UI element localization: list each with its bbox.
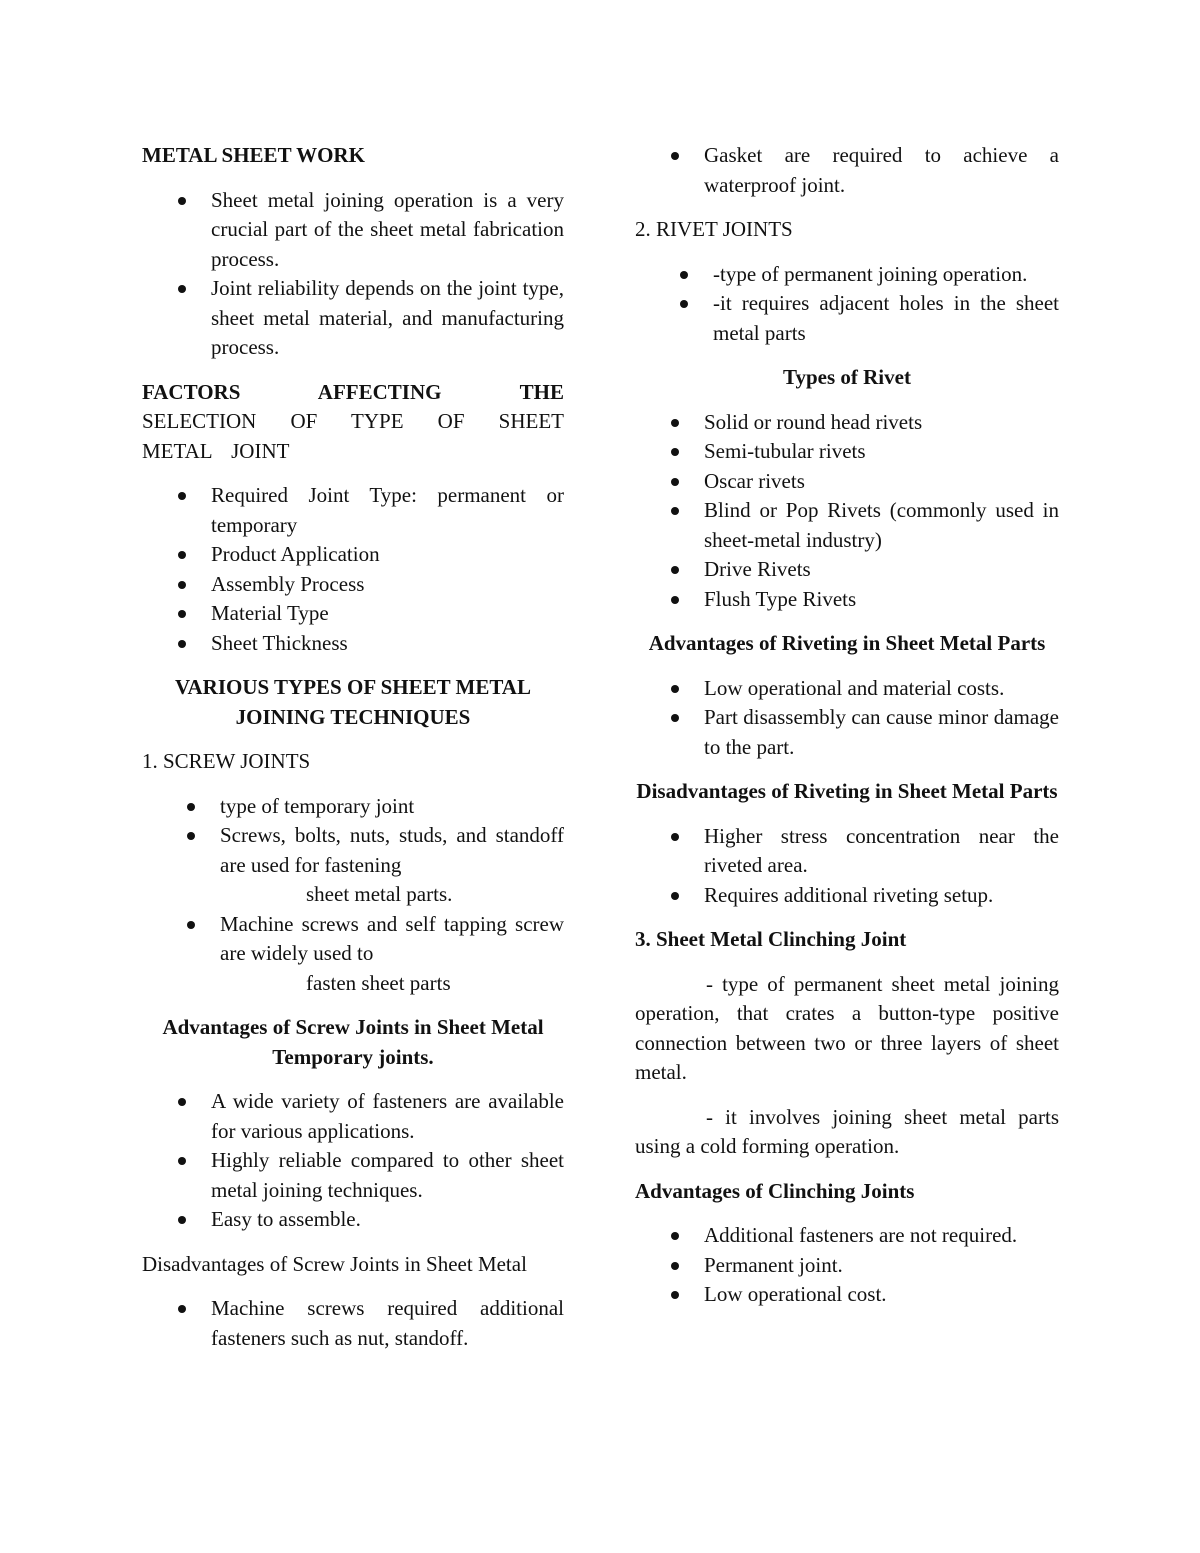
list-item: Highly reliable compared to other sheet metal joining techniques. xyxy=(142,1146,564,1205)
list-item: Flush Type Rivets xyxy=(635,585,1059,615)
list-item: Oscar rivets xyxy=(635,467,1059,497)
list-item: Drive Rivets xyxy=(635,555,1059,585)
rivet-advantages-list xyxy=(635,674,1059,763)
list-item: Sheet Thickness xyxy=(142,629,564,659)
factors-heading-rest: SELECTION OF TYPE OF SHEET METAL JOINT xyxy=(142,409,564,463)
rivet-disadvantages-list xyxy=(635,822,1059,911)
factors-heading-line1: FACTORS AFFECTING THE xyxy=(142,379,564,404)
factors-list xyxy=(142,481,564,658)
list-item: Product Application xyxy=(142,540,564,570)
list-item-text: Screws, bolts, nuts, studs, and standoff are used for fastening xyxy=(220,823,564,877)
list-item: Gasket are required to achieve a waterproof joint. xyxy=(635,141,1059,200)
list-item: Low operational and material costs. xyxy=(635,674,1059,704)
screw-heading: 1. SCREW JOINTS xyxy=(142,749,311,773)
rivet-heading: 2. RIVET JOINTS xyxy=(635,217,793,241)
list-item: Requires additional riveting setup. xyxy=(635,881,1059,911)
list-item: Material Type xyxy=(142,599,564,629)
list-item: -type of permanent joining operation. xyxy=(635,260,1059,290)
intro-list xyxy=(142,186,564,363)
list-item: Additional fasteners are not required. xyxy=(635,1221,1059,1251)
clinching-paragraph-2: - it involves joining sheet metal parts using a cold forming operation. xyxy=(635,1104,1059,1158)
list-item xyxy=(142,821,564,910)
clinching-heading: 3. Sheet Metal Clinching Joint xyxy=(635,927,907,951)
rivet-list xyxy=(635,260,1059,349)
list-item: -it requires adjacent holes in the sheet metal parts xyxy=(635,289,1059,348)
gasket-list xyxy=(635,141,1059,200)
list-item: Solid or round head rivets xyxy=(635,408,1059,438)
list-item: Assembly Process xyxy=(142,570,564,600)
list-item: Required Joint Type: permanent or temporary xyxy=(142,481,564,540)
screw-advantages-list xyxy=(142,1087,564,1235)
rivet-advantages-heading: Advantages of Riveting in Sheet Metal Parts xyxy=(648,631,1046,655)
clinching-advantages-list xyxy=(635,1221,1059,1310)
list-item-text: Machine screws and self tapping screw are widely used to xyxy=(220,911,564,965)
left-column xyxy=(142,141,564,1353)
list-item: Blind or Pop Rivets (commonly used in sheet-metal industry) xyxy=(635,496,1059,555)
rivet-types-list xyxy=(635,408,1059,615)
rivet-disadvantages-heading: Disadvantages of Riveting in Sheet Metal Parts xyxy=(636,779,1058,803)
list-item: A wide variety of fasteners are available for various applications. xyxy=(142,1087,564,1146)
list-item: Higher stress concentration near the riveted area. xyxy=(635,822,1059,881)
right-column xyxy=(635,141,1059,1310)
list-item-text-continued: fasten sheet parts xyxy=(306,970,451,995)
list-item-text-continued: sheet metal parts. xyxy=(306,882,453,906)
list-item: Easy to assemble. xyxy=(142,1205,564,1235)
list-item xyxy=(142,910,564,999)
screw-list xyxy=(142,792,564,999)
list-item: Joint reliability depends on the joint type, sheet metal material, and manufacturing process. xyxy=(142,274,564,363)
list-item: Semi-tubular rivets xyxy=(635,437,1059,467)
screw-advantages-heading: Advantages of Screw Joints in Sheet Metal Temporary joints. xyxy=(162,1015,544,1069)
list-item: Machine screws required additional fasteners such as nut, standoff. xyxy=(142,1294,564,1353)
screw-disadvantages-heading: Disadvantages of Screw Joints in Sheet Metal xyxy=(142,1251,527,1276)
clinching-paragraph-1: - type of permanent sheet metal joining operation, that crates a button-type positive connection between two or three layers of sheet metal. xyxy=(635,971,1059,1084)
screw-disadvantages-list xyxy=(142,1294,564,1353)
list-item: Permanent joint. xyxy=(635,1251,1059,1281)
list-item: Low operational cost. xyxy=(635,1280,1059,1310)
rivet-types-heading: Types of Rivet xyxy=(783,365,911,389)
various-heading: VARIOUS TYPES OF SHEET METAL JOINING TECHNIQUES xyxy=(175,675,531,729)
document-title: METAL SHEET WORK xyxy=(142,143,365,167)
clinching-advantages-heading: Advantages of Clinching Joints xyxy=(635,1178,915,1203)
list-item: Part disassembly can cause minor damage to the part. xyxy=(635,703,1059,762)
list-item: Sheet metal joining operation is a very crucial part of the sheet metal fabrication process. xyxy=(142,186,564,275)
list-item: type of temporary joint xyxy=(142,792,564,822)
